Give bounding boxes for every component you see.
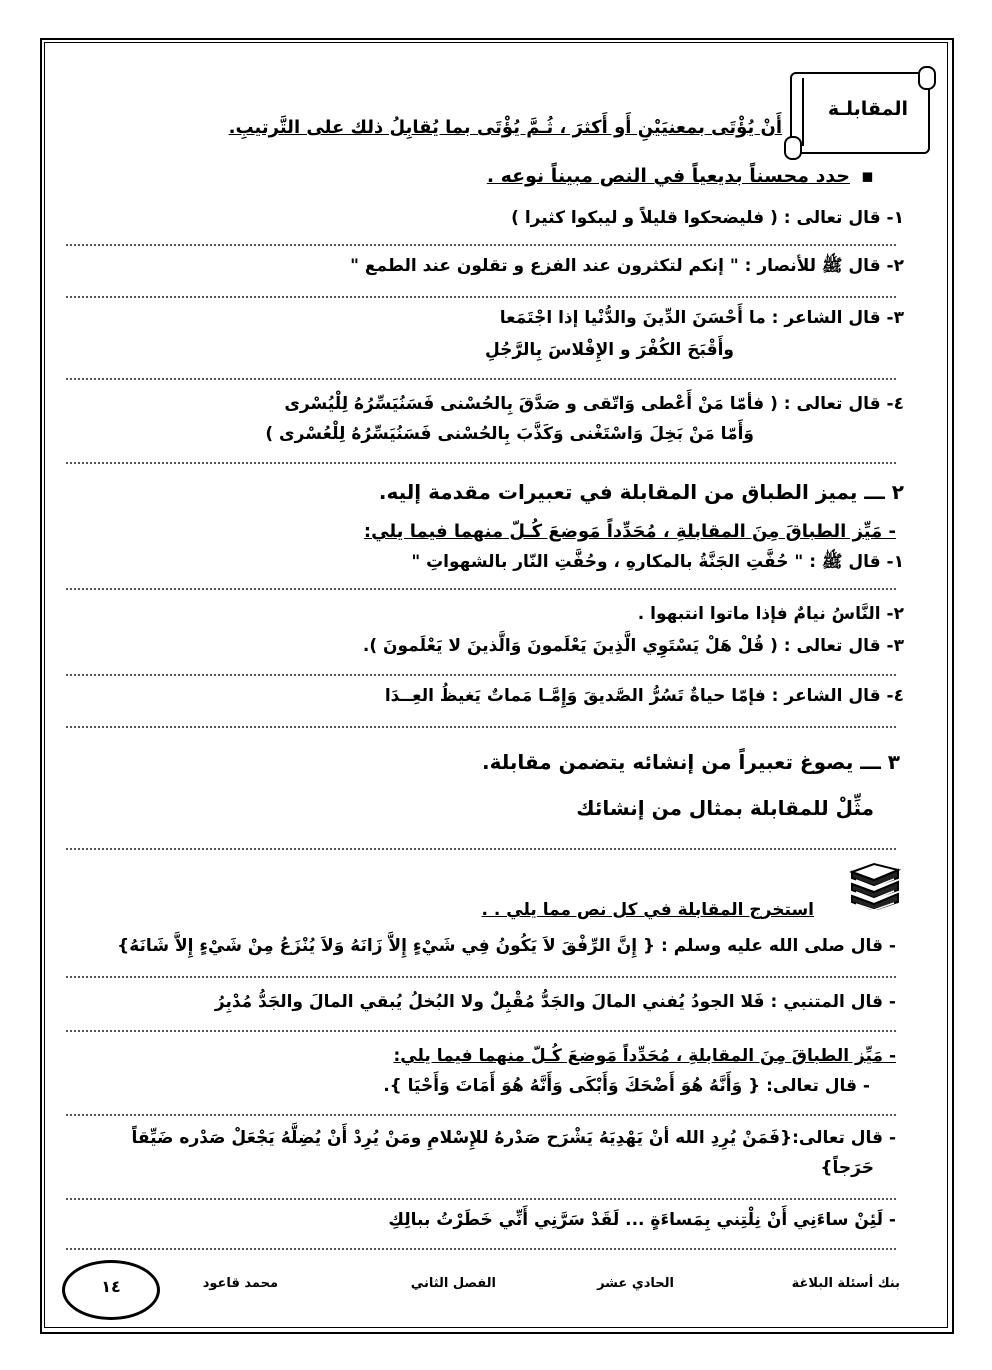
scroll-curl-bottom [784,136,802,160]
section4-title: استخرج المقابلة في كل نص مما يلي . . [481,900,814,920]
answer-line [66,296,896,298]
section1-title: حدد محسناً بديعياً في النص مبيناً نوعه . [486,165,850,187]
s4-item-5: - لَئِنْ ساءَنِي أَنْ نِلْتِني بِمَساءَةٍ ... لَقَدْ سَرَّنِي أَنِّي خَطَرْتُ ببالِكِ [388,1210,896,1230]
answer-line [66,462,896,464]
s1-item-4a: ٤- قال تعالى : ( فأمّا مَنْ أَعْطى وَاتّقى و صَدَّقَ بِالحُسْنى فَسَنُيَسِّرُهُ لِلْيُسْرى [284,394,904,414]
footer-term: الفصل الثاني [410,1276,496,1291]
s2-item-4: ٤- قال الشاعر : فإمّا حياةٌ تَسُرُّ الصَّديقَ وَإِمَّـا مَماتٌ يَغيظُ العِــدَا [384,686,904,706]
s4-item-2: - قال المتنبي : فَلا الجودُ يُفني المالَ والجَدُّ مُقْبِلٌ ولا البُخلُ يُبقي المالَ والجَدُّ مُدْبِرُ [214,992,896,1012]
answer-line [66,1248,896,1250]
page-number-oval [62,1260,160,1320]
answer-line [66,1030,896,1032]
section1-bullet: ▪ [861,165,874,187]
s4-item-3: - قال تعالى: { وَأَنَّهُ هُوَ أَضْحَكَ وَأَبْكَى وَأَنَّهُ هُوَ أَمَاتَ وَأَحْيَا }. [383,1076,870,1096]
s2-item-3: ٣- قال تعالى : ( قُلْ هَلْ يَسْتَوِي الَّذِينَ يَعْلَمونَ وَالَّذينَ لا يَعْلَمونَ ). [362,636,904,656]
footer-grade: الحادي عشر [597,1276,674,1291]
answer-line [66,848,896,850]
page-number: ١٤ [101,1277,121,1296]
title-scroll-banner [790,72,930,154]
answer-line [66,1114,896,1116]
s2-item-1: ١- قال ﷺ : " حُفَّتِ الجَنَّةُ بالمكارهِ ، وحُفَّتِ النّار بالشهواتِ " [411,552,904,572]
s4-item-4b: حَرَجاً} [820,1158,874,1178]
s1-item-1: ١- قال تعالى : ( فليضحكوا قليلاً و ليبكوا كثيرا ) [511,208,904,228]
answer-line [66,588,896,590]
scroll-curl-top [918,66,936,90]
s1-item-2: ٢- قال ﷺ للأنصار : " إنكم لتكثرون عند الفزع و تقلون عند الطمع " [350,256,904,276]
scroll-roll [802,78,810,146]
s4-item-1: - قال صلى الله عليه وسلم : { إِنَّ الرِّفْقَ لاَ يَكُونُ فِي شَيْءٍ إِلاَّ زَانَهُ وَلاَ يُنْزَعُ مِنْ شَيْءٍ إِلاَّ شَانَهُ} [117,936,896,956]
section3-title: ٣ ـــ يصوغ تعبيراً من إنشائه يتضمن مقابلة. [481,750,900,774]
answer-line [66,976,896,978]
answer-line [66,1198,896,1200]
s1-item-4b: وَأَمّا مَنْ بَخِلَ وَاسْتَغْنى وَكَذَّبَ بِالحُسْنى فَسَنُيَسِّرُهُ لِلْعُسْرى ) [265,424,754,444]
answer-line [66,244,896,246]
footer-bank: بنك أسئلة البلاغة [791,1276,900,1291]
s4-item-4a: - قال تعالى:{فَمَنْ يُرِدِ الله أنْ يَهْدِيَهُ يَشْرَح صَدْرهُ للإِسْلامِ ومَنْ يُرِدْ أَنْ يُضِلَّهُ يَجْعَلْ صَدْره ضَيِّقاً [131,1128,896,1148]
answer-line [66,378,896,380]
scroll-title: المقابلـة [827,98,908,120]
s1-item-3a: ٣- قال الشاعر : ما أَحْسَنَ الدِّينَ والدُّنْيا إذا اجْتَمَعا [499,308,904,328]
section2-title: ٢ ـــ يميز الطباق من المقابلة في تعبيرات مقدمة إليه. [378,480,904,504]
footer-author: محمد قاعود [202,1276,278,1291]
section4-subtitle: - مَيِّز الطباقَ مِنَ المقابلةِ ، مُحَدِّداً مَوضعَ كُـلّ منهما فيما يلي: [393,1046,896,1066]
definition-text: أَنْ يُؤْتَى بمعنيَيْنِ أَو أَكثرَ ، ثُـمَّ يُؤْتَى بما يُقابِلُ ذلك على التَّرتيبِ. [228,117,782,138]
section3-prompt: مثِّلْ للمقابلة بمثال من إنشائك [576,796,874,820]
books-icon [846,862,902,910]
s2-item-2: ٢- النَّاسُ نيامٌ فإذا ماتوا انتبهوا . [637,604,904,624]
answer-line [66,726,896,728]
section2-subtitle: - مَيِّز الطباقَ مِنَ المقابلةِ ، مُحَدِّداً مَوضعَ كُـلّ منهما فيما يلي: [363,521,896,542]
s1-item-3b: وأَقْبَحَ الكُفْرَ و الإِفْلاسَ بِالرَّجُلِ [485,340,734,360]
answer-line [66,674,896,676]
